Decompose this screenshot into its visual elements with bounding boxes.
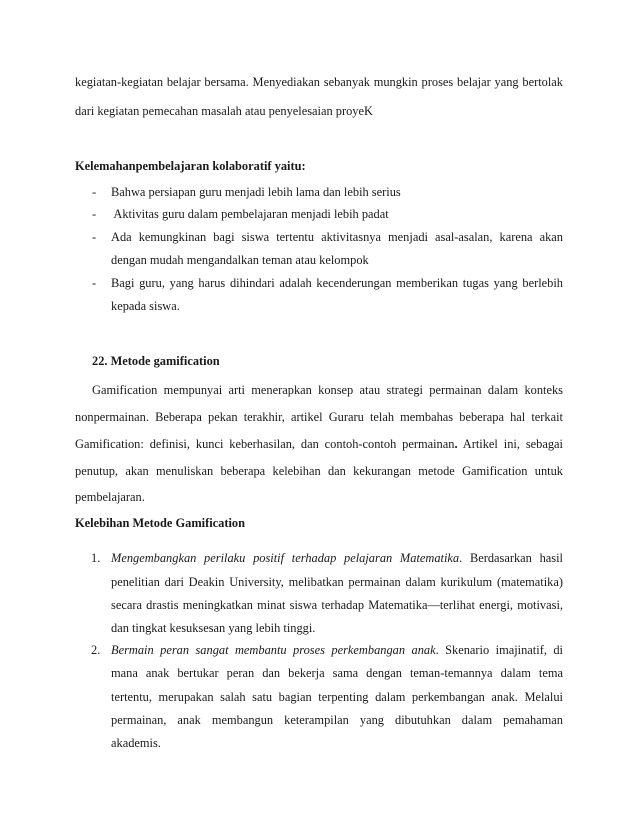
advantage-2-title: Bermain peran sangat membantu proses perkembangan anak (111, 643, 436, 657)
list-marker: - (92, 207, 97, 221)
advantage-1-title: Mengembangkan perilaku positif terhadap pelajaran Matematika (111, 551, 460, 565)
gamification-para-line-1: Gamification mempunyai arti menerapkan konsep atau strategi permainan dalam konteks (92, 383, 563, 397)
advantage-item-1-line-4: dan tingkat kesuksesan yang lebih tinggi. (111, 621, 316, 635)
weakness-item-1: Bahwa persiapan guru menjadi lebih lama dan lebih serius (111, 185, 401, 199)
advantage-item-2-line-2: mana anak bertukar peran dan bekerja sama dengan teman-temannya dalam tema (111, 666, 563, 680)
gamification-para-line-4: penutup, akan menuliskan beberapa kelebihan dan kekurangan metode Gamification untuk (75, 464, 563, 478)
intro-line-2: dari kegiatan pemecahan masalah atau penyelesaian proyeK (75, 104, 373, 118)
advantage-1-rest: . Berdasarkan hasil (459, 551, 563, 565)
para-line-3-part-a: Gamification: definisi, kunci keberhasilan, dan contoh-contoh permainan (75, 437, 455, 451)
advantage-item-2-line-4: permainan, anak membangun keterampilan yang dibutuhkan dalam pemahaman (111, 713, 563, 727)
advantage-item-1-line-1 (111, 550, 563, 566)
list-marker: - (92, 276, 97, 290)
list-marker: - (92, 230, 97, 244)
weakness-item-4-line-2: kepada siswa. (111, 299, 180, 313)
weakness-item-2: Aktivitas guru dalam pembelajaran menjadi lebih padat (111, 207, 389, 221)
advantages-heading: Kelebihan Metode Gamification (75, 516, 246, 530)
weakness-item-3-line-2: dengan mudah mengandalkan teman atau kelompok (111, 253, 369, 267)
weakness-item-3-line-1: Ada kemungkinan bagi siswa tertentu aktivitasnya menjadi asal-asalan, karena akan (111, 230, 563, 244)
advantage-item-1-line-2: penelitian dari Deakin University, melibatkan permainan dalam kurikulum (matematika) (111, 575, 563, 589)
list-marker: - (92, 185, 97, 199)
gamification-para-line-5: pembelajaran. (75, 490, 145, 504)
list-number: 2. (91, 643, 101, 657)
weakness-heading: Kelemahanpembelajaran kolaboratif yaitu: (75, 159, 306, 173)
weakness-item-4-line-1: Bagi guru, yang harus dihindari adalah kecenderungan memberikan tugas yang berlebih (111, 276, 563, 290)
section-22-heading: 22. Metode gamification (92, 354, 220, 368)
advantage-item-2-line-3: tertentu, merupakan salah satu bagian terpenting dalam perkembangan anak. Melalui (111, 690, 563, 704)
para-line-3-part-b: Artikel ini, sebagai (457, 437, 563, 451)
advantage-item-2-line-5: akademis. (111, 736, 161, 750)
advantage-2-rest: . Skenario imajinatif, di (435, 643, 564, 657)
list-number: 1. (91, 551, 101, 565)
gamification-para-line-2: nonpermainan. Beberapa pekan terakhir, artikel Guraru telah membahas beberapa hal terkait (75, 410, 563, 424)
advantage-item-2-line-1 (111, 642, 563, 658)
gamification-para-line-3 (75, 436, 563, 452)
para-line-3-period: . (454, 437, 458, 451)
advantage-item-1-line-3: secara drastis meningkatkan minat siswa terhadap Matematika—terlihat energi, motivasi, (111, 598, 563, 612)
intro-line-1: kegiatan-kegiatan belajar bersama. Menyediakan sebanyak mungkin proses belajar yang bertolak (75, 75, 563, 89)
